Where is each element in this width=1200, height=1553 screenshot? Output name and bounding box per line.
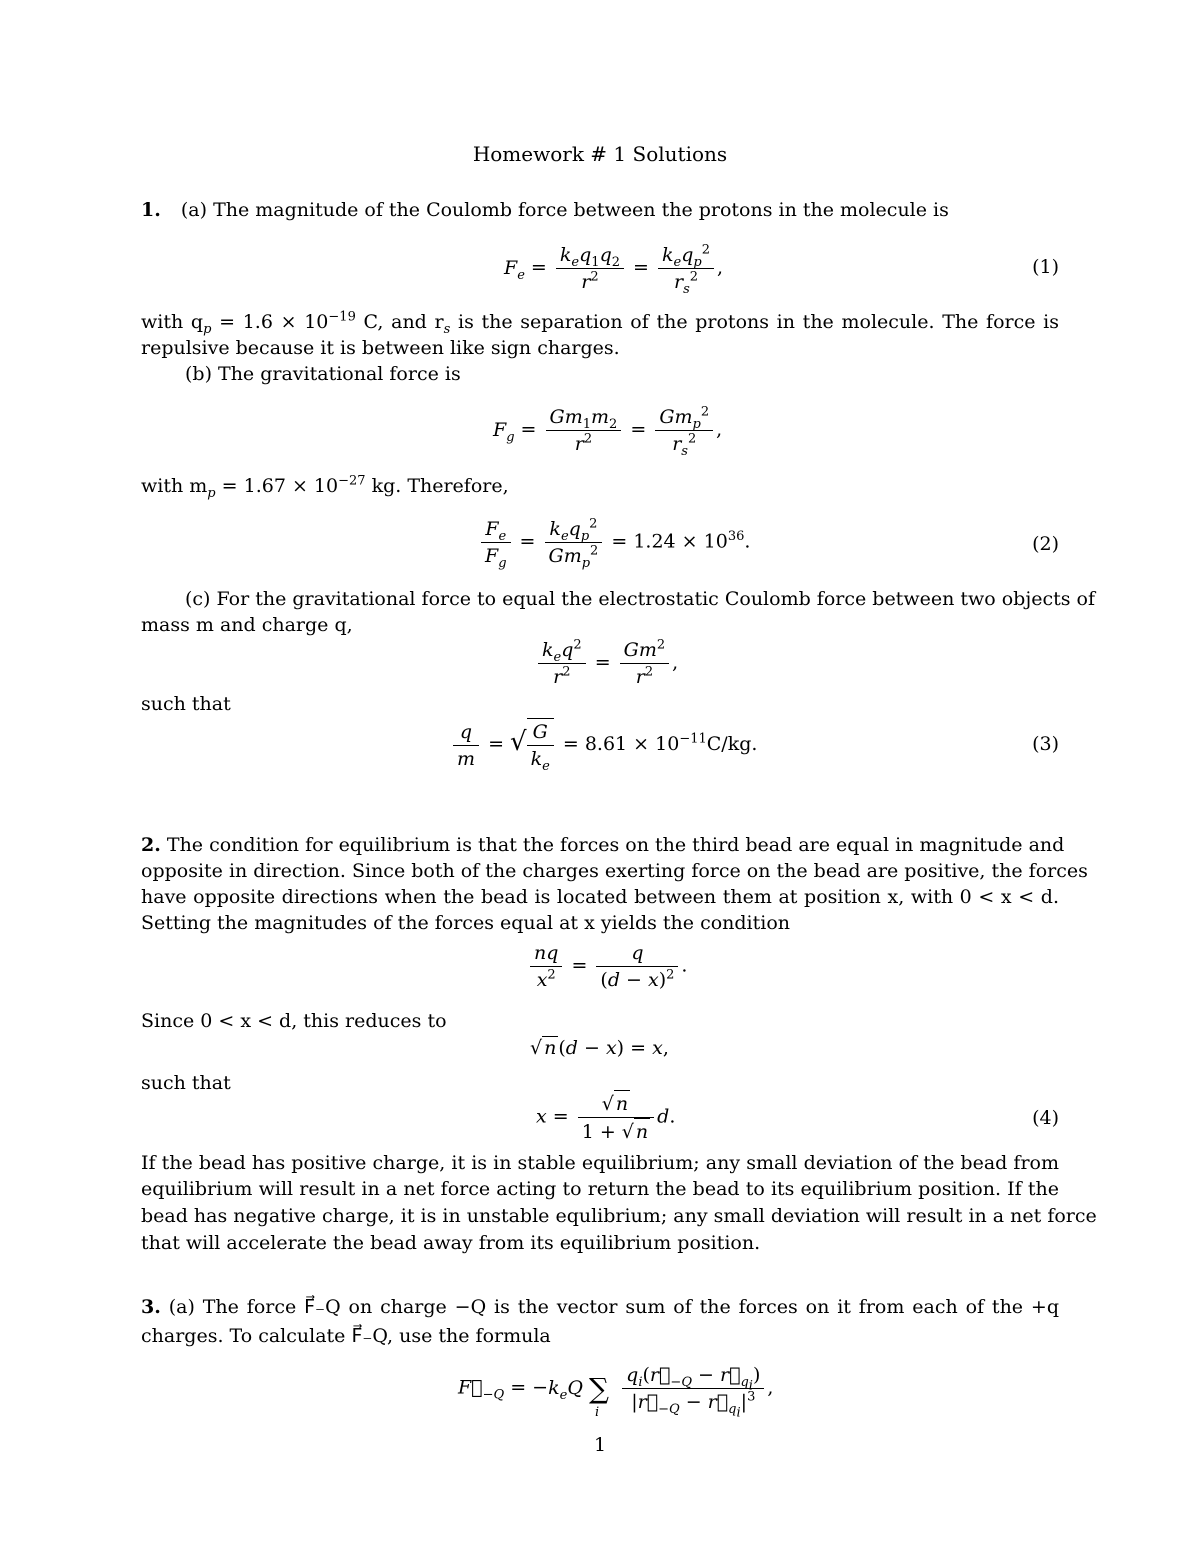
text-line: (c) For the gravitational force to equal the electrostatic Coulomb force between two objects of	[185, 588, 1095, 610]
problem-number: 2.	[141, 834, 161, 856]
text-line: equilibrium will result in a net force acting to return the bead to its equilibrium position. If the	[141, 1178, 1059, 1200]
text-line: with $q_p = 1.6 \times 10^{-19}$ C, and $r_s$ is the separation of the protons in the molecule. The force is	[141, 309, 1059, 337]
text-line: opposite in direction. Since both of the charges exerting force on the bead are positive, the forces	[141, 860, 1088, 882]
equation-coulomb: $F_e$ = $\frac{k_eq_1q_2}{r^2}$ = $\frac{k_eq_p^2}{r_s^2}$ ,	[504, 242, 724, 297]
problem-number: 3.	[141, 1296, 161, 1318]
text-line: charges. To calculate F⃗₋Q, use the formula	[141, 1325, 551, 1347]
equation-equilibrium: $\frac{nq}{x^2}$ = $\frac{q}{(d - x)^2}$ .	[527, 940, 687, 993]
text-line: bead has negative charge, it is in unstable equlibrium; any small deviation will result in a net force	[141, 1205, 1097, 1227]
page-number: 1	[593, 1434, 607, 1456]
equation-ratio: $\frac{F_e}{F_g}$ = $\frac{k_eq_p^2}{Gm_p^2}$ = $1.24 \times 10^{36}$.	[478, 516, 750, 569]
equation-q-over-m: $\frac{q}{m}$ = √ $\frac{G}{k_e}$ = $8.61 \times 10^{-11}C/kg$.	[450, 718, 757, 772]
equation-tag: (3)	[1032, 733, 1059, 755]
equation-tag: (2)	[1032, 533, 1059, 555]
text-line: Since 0 < x < d, this reduces to	[141, 1010, 447, 1032]
page-title: Homework # 1 Solutions	[472, 142, 728, 166]
text-line: If the bead has positive charge, it is in stable equilibrium; any small deviation of the bead from	[141, 1152, 1059, 1174]
equation-position: x = $\frac{√ n}{1 + √ n}$ d.	[536, 1090, 675, 1145]
text-line: such that	[141, 1072, 231, 1094]
equation-equal-forces: $\frac{k_eq^2}{r^2}$ = $\frac{Gm^2}{r^2}$ ,	[535, 637, 678, 690]
equation-tag: (1)	[1032, 256, 1059, 278]
text-line: have opposite directions when the bead is located between them at position x, with 0 < x < d.	[141, 886, 1059, 908]
problem-3-intro: 3. (a) The force F⃗₋Q on charge −Q is the vector sum of the forces on it from each of the +q	[141, 1296, 1060, 1318]
equation-gravity: $F_g$ = $\frac{Gm_1m_2}{r^2}$ = $\frac{Gm_p^2}{r_s^2}$ ,	[493, 404, 723, 459]
text-line: that will accelerate the bead away from its equilibrium position.	[141, 1232, 761, 1254]
text-line: Setting the magnitudes of the forces equal at x yields the condition	[141, 912, 791, 934]
text-line: (a) The magnitude of the Coulomb force between the protons in the molecule is	[180, 199, 949, 221]
problem-number: 1.	[141, 199, 161, 221]
equation-reduced: √ n (d − x) = x,	[530, 1037, 669, 1059]
equation-vector-sum: $F⃗_{-Q} = -k_eQ$ $\sum_i$ $\frac{q_i(r⃗_{-Q} - r⃗_{q_i})}{|r⃗_{-Q} - r⃗_{q_i}|^3}$ ,	[458, 1364, 774, 1421]
problem-2-intro: 2. The condition for equilibrium is that the forces on the third bead are equal in magnitude and	[141, 834, 1065, 856]
text-line: such that	[141, 693, 231, 715]
problem-1-intro	[141, 199, 949, 221]
text-line: with $m_p = 1.67 \times 10^{-27}$ kg. Therefore,	[141, 473, 509, 501]
text-line: (b) The gravitational force is	[185, 363, 461, 385]
equation-tag: (4)	[1032, 1107, 1059, 1129]
text-line: mass m and charge q,	[141, 614, 353, 636]
text-line: repulsive because it is between like sign charges.	[141, 337, 620, 359]
